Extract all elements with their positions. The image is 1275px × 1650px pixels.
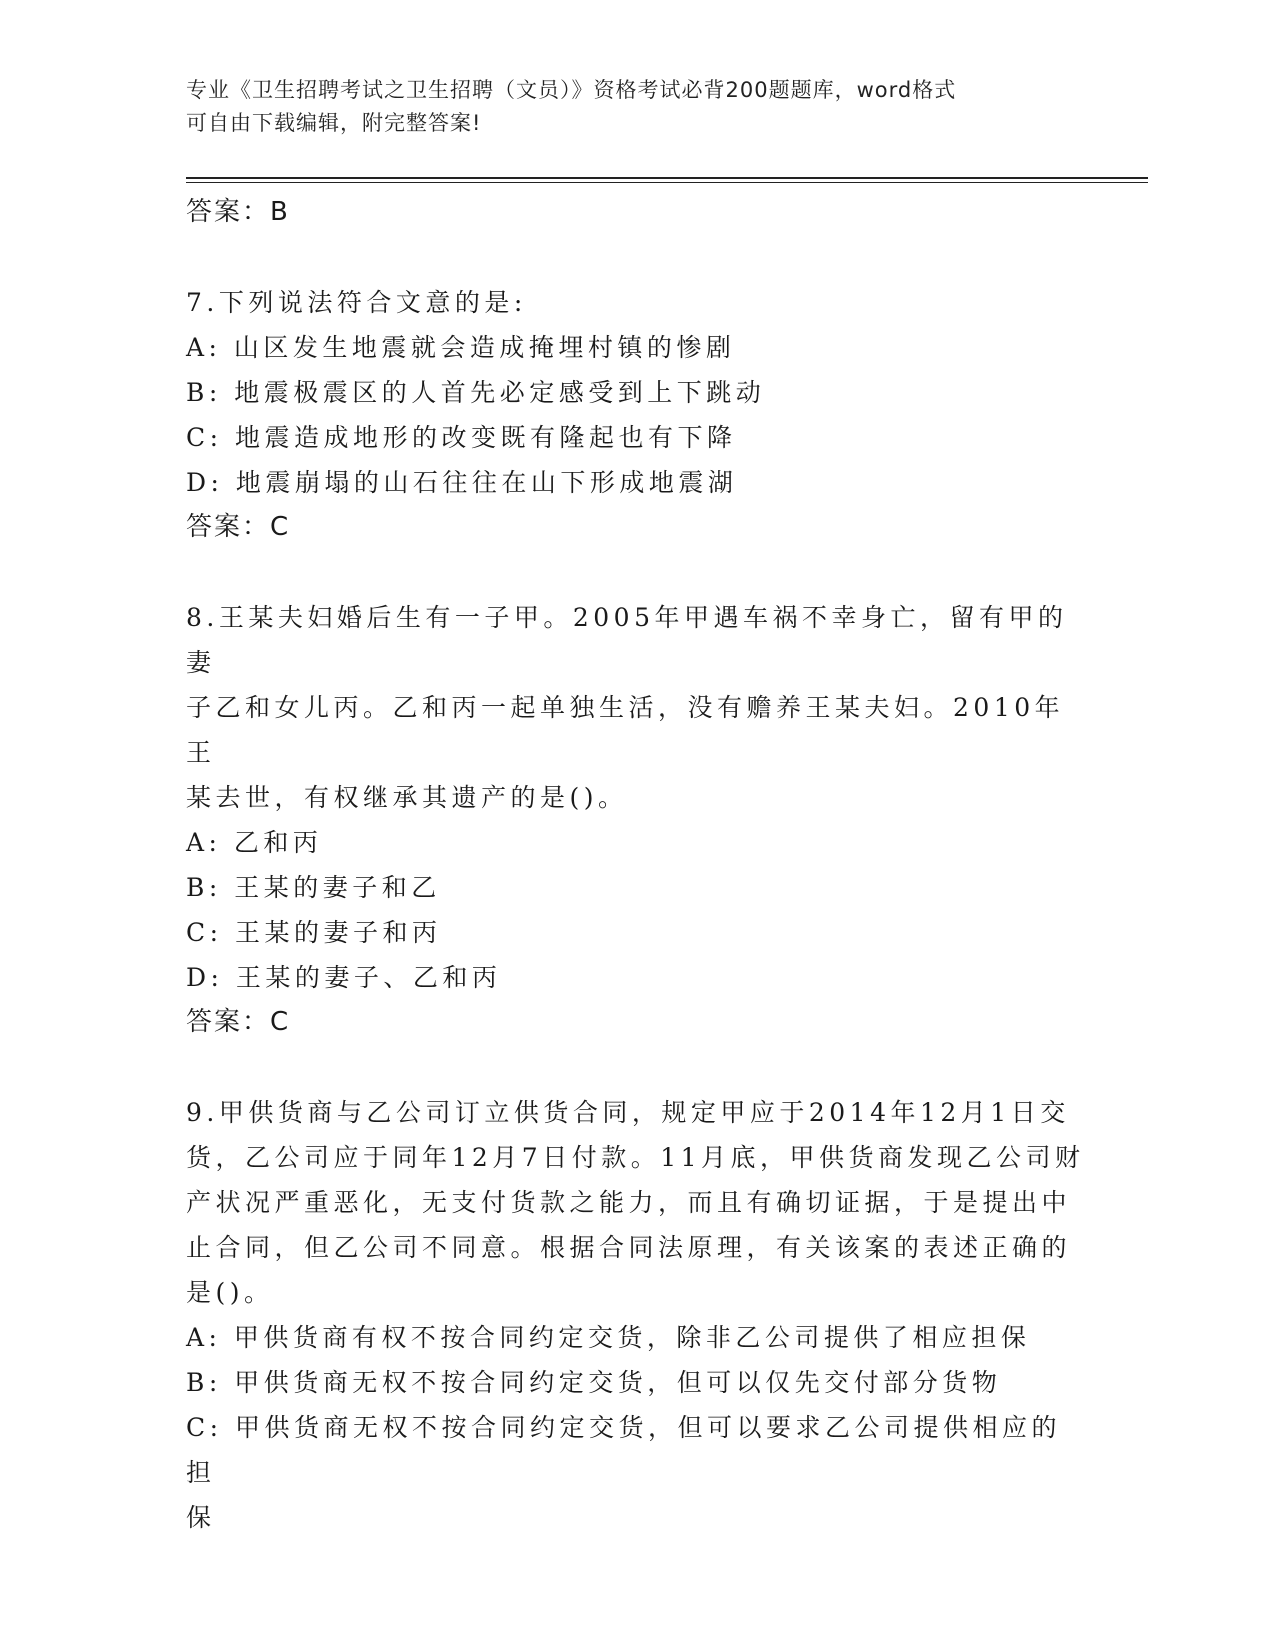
question-text-line: 产状况严重恶化，无支付货款之能力，而且有确切证据，于是提出中 (186, 1188, 1072, 1217)
option-a: A: 山区发生地震就会造成掩埋村镇的惨剧 (186, 333, 736, 362)
option-b: B: 甲供货商无权不按合同约定交货，但可以仅先交付部分货物 (186, 1368, 1002, 1397)
question-7 (186, 280, 1086, 550)
question-answer: 答案：C (186, 1007, 291, 1037)
spacer (186, 235, 1086, 280)
header-rule-thin (186, 182, 1148, 183)
question-text-line: 7.下列说法符合文意的是: (186, 288, 527, 317)
header-line-2: 可自由下载编辑，附完整答案! (186, 111, 482, 135)
option-c: C: 甲供货商无权不按合同约定交货，但可以要求乙公司提供相应的担 (186, 1413, 1062, 1487)
option-d: D: 地震崩塌的山石往往在山下形成地震湖 (186, 468, 738, 497)
option-c: C: 王某的妻子和丙 (186, 918, 442, 947)
question-text-line: 子乙和女儿丙。乙和丙一起单独生活，没有赡养王某夫妇。2010年王 (186, 693, 1065, 767)
header-rule-thick (186, 177, 1148, 179)
spacer (186, 1045, 1086, 1090)
option-a: A: 乙和丙 (186, 828, 323, 857)
document-body (186, 190, 1086, 1540)
option-a: A: 甲供货商有权不按合同约定交货，除非乙公司提供了相应担保 (186, 1323, 1031, 1352)
spacer (186, 550, 1086, 595)
question-8 (186, 595, 1086, 1045)
option-c-continued: 保 (186, 1503, 216, 1532)
header-line-1: 专业《卫生招聘考试之卫生招聘（文员）》资格考试必背200题题库，word格式 (186, 78, 957, 102)
question-answer: 答案：C (186, 512, 291, 542)
question-text-line: 货，乙公司应于同年12月7日付款。11月底，甲供货商发现乙公司财 (186, 1143, 1085, 1172)
previous-answer: 答案：B (186, 197, 290, 227)
option-d: D: 王某的妻子、乙和丙 (186, 963, 502, 992)
question-text-line: 止合同，但乙公司不同意。根据合同法原理，有关该案的表述正确的 (186, 1233, 1072, 1262)
page-header (186, 74, 1066, 140)
question-9 (186, 1090, 1086, 1540)
question-text-line: 9.甲供货商与乙公司订立供货合同，规定甲应于2014年12月1日交 (186, 1098, 1070, 1127)
question-text-line: 某去世，有权继承其遗产的是()。 (186, 783, 628, 812)
option-b: B: 王某的妻子和乙 (186, 873, 441, 902)
option-b: B: 地震极震区的人首先必定感受到上下跳动 (186, 378, 766, 407)
question-text-line: 8.王某夫妇婚后生有一子甲。2005年甲遇车祸不幸身亡，留有甲的妻 (186, 603, 1068, 677)
option-c: C: 地震造成地形的改变既有隆起也有下降 (186, 423, 737, 452)
question-text-line: 是()。 (186, 1278, 274, 1307)
